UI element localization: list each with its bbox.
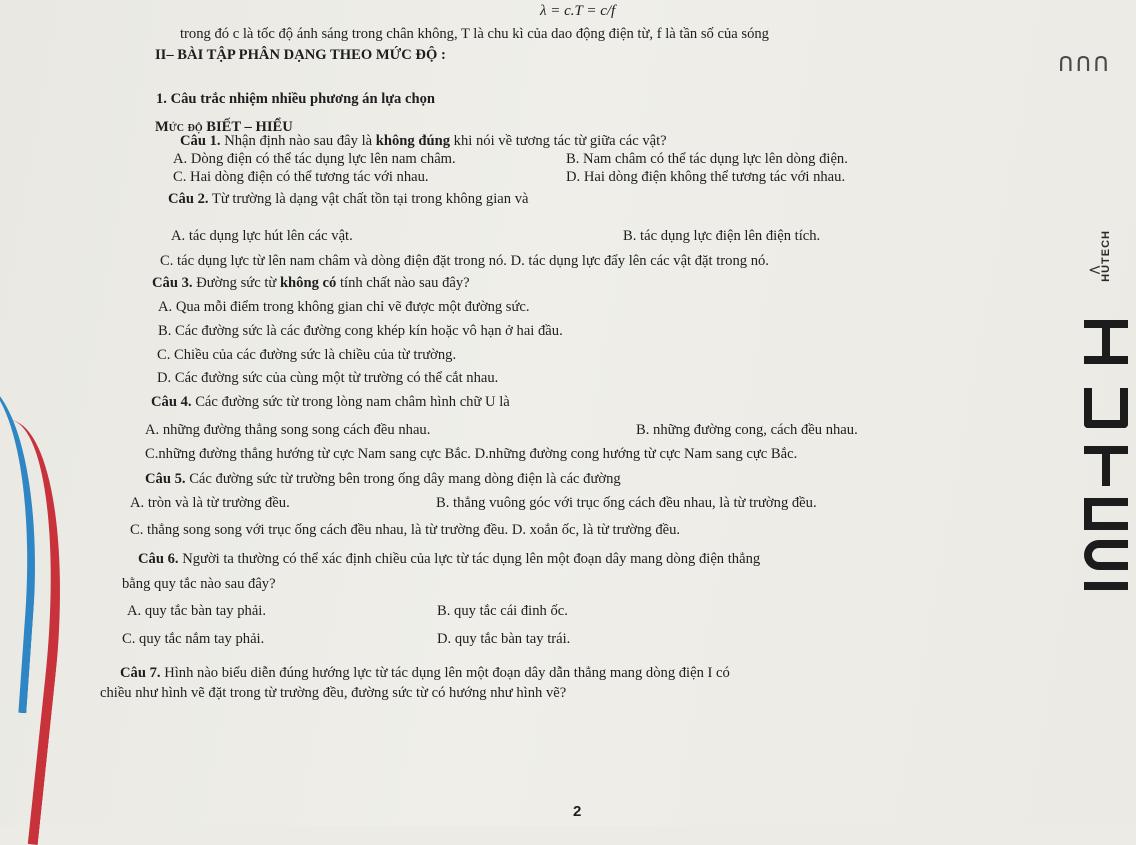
question-3-option-d: D. Các đường sức của cùng một từ trường có thể cắt nhau. xyxy=(157,370,499,386)
question-2-option-a: A. tác dụng lực hút lên các vật. xyxy=(171,228,353,244)
question-2-option-b: B. tác dụng lực điện lên điện tích. xyxy=(623,228,821,244)
question-1-option-d: D. Hai dòng điện không thể tương tác với nhau. xyxy=(566,169,846,185)
question-3-stem: Câu 3. Đường sức từ không có tính chất nào sau đây? xyxy=(152,275,470,291)
subsection-title: 1. Câu trắc nhiệm nhiều phương án lựa chọn xyxy=(156,91,436,107)
red-edge-decoration xyxy=(0,415,82,845)
question-7-stem: Câu 7. Hình nào biểu diễn đúng hướng lực từ tác dụng lên một đoạn dây dẫn thẳng mang dòng điện I có xyxy=(120,665,730,681)
question-6-option-d: D. quy tắc bàn tay trái. xyxy=(437,631,571,647)
question-2-option-cd: C. tác dụng lực từ lên nam châm và dòng điện đặt trong nó. D. tác dụng lực đẩy lên các vật đặt trong nó. xyxy=(160,253,769,269)
question-4-option-b: B. những đường cong, cách đều nhau. xyxy=(636,422,858,438)
question-5-option-a: A. tròn và là từ trường đều. xyxy=(130,495,290,511)
question-6-option-c: C. quy tắc nắm tay phải. xyxy=(122,631,265,647)
question-5-option-cd: C. thẳng song song với trục ống cách đều nhau, là từ trường đều. D. xoắn ốc, là từ trường đều. xyxy=(130,522,681,538)
question-4-option-a: A. những đường thẳng song song cách đều nhau. xyxy=(145,422,431,438)
wavelength-formula: λ = c.T = c/f xyxy=(540,3,616,19)
question-7-stem-continued: chiều như hình vẽ đặt trong từ trường đều, đường sức từ có hướng như hình vẽ? xyxy=(100,685,567,701)
question-5-option-b: B. thẳng vuông góc với trục ống cách đều nhau, là từ trường đều. xyxy=(436,495,817,511)
intro-text: trong đó c là tốc độ ánh sáng trong chân không, T là chu kì của dao động điện từ, f là tần số của sóng xyxy=(180,26,769,42)
question-6-option-a: A. quy tắc bàn tay phải. xyxy=(127,603,267,619)
binder-clip-icon: ∩∩∩ xyxy=(1058,48,1111,78)
section-title: II– BÀI TẬP PHÂN DẠNG THEO MỨC ĐỘ : xyxy=(155,47,446,63)
question-6-stem: Câu 6. Người ta thường có thể xác định chiều của lực từ tác dụng lên một đoạn dây mang dòng điện thẳng xyxy=(138,551,761,567)
question-3-option-a: A. Qua mỗi điểm trong không gian chỉ vẽ được một đường sức. xyxy=(158,299,530,315)
question-1-option-c: C. Hai dòng điện có thể tương tác với nhau. xyxy=(173,169,429,185)
chevron-left-icon: < xyxy=(1088,260,1102,279)
question-1-option-a: A. Dòng điện có thể tác dụng lực lên nam châm. xyxy=(173,151,456,167)
question-6-stem-continued: bằng quy tắc nào sau đây? xyxy=(122,576,276,592)
question-3-option-b: B. Các đường sức là các đường cong khép kín hoặc vô hạn ở hai đầu. xyxy=(158,323,563,339)
question-4-option-cd: C.những đường thẳng hướng từ cực Nam sang cực Bắc. D.những đường cong hướng từ cực Nam sang cực Bắc. xyxy=(145,446,798,462)
brand-word: HUTECH xyxy=(1100,230,1112,282)
question-1-option-b: B. Nam châm có thể tác dụng lực lên dòng điện. xyxy=(566,151,848,167)
question-2-stem: Câu 2. Từ trường là dạng vật chất tồn tại trong không gian và xyxy=(168,191,529,207)
hutech-logo xyxy=(1076,210,1136,630)
level-heading: Mức độ BIẾT – HIỂU xyxy=(155,119,293,135)
question-4-stem: Câu 4. Các đường sức từ trong lòng nam châm hình chữ U là xyxy=(151,394,510,410)
question-6-option-b: B. quy tắc cái đinh ốc. xyxy=(437,603,568,619)
question-1-stem: Câu 1. Nhận định nào sau đây là không đúng khi nói về tương tác từ giữa các vật? xyxy=(180,133,667,149)
question-3-option-c: C. Chiều của các đường sức là chiều của từ trường. xyxy=(157,347,457,363)
question-5-stem: Câu 5. Các đường sức từ trường bên trong ống dây mang dòng điện là các đường xyxy=(145,471,621,487)
page-number: 2 xyxy=(573,803,582,820)
